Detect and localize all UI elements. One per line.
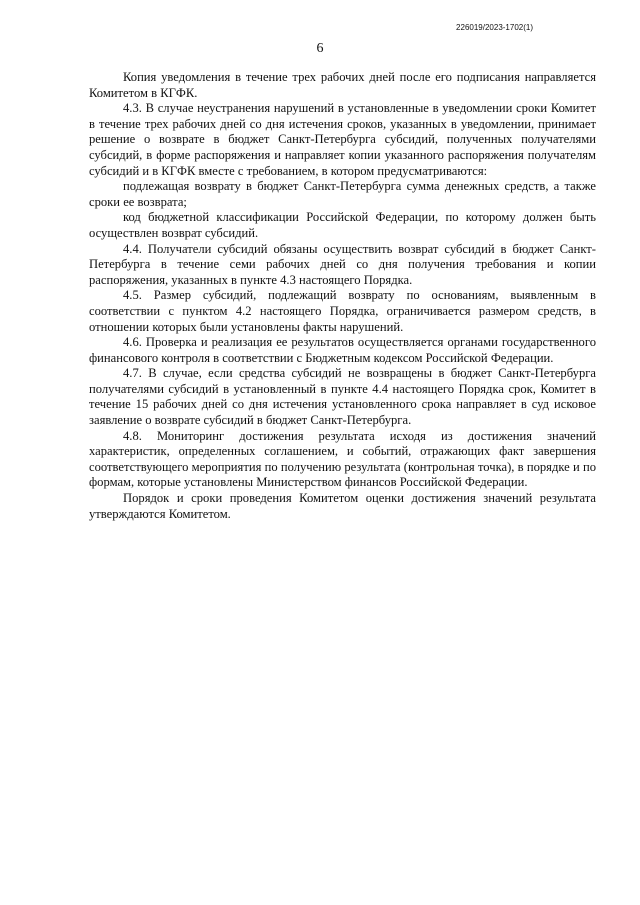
paragraph-evaluation-order: Порядок и сроки проведения Комитетом оценки достижения значений результата утверждаются Комитетом. (89, 491, 596, 521)
paragraph-budget-code: код бюджетной классификации Российской Федерации, по которому должен быть осуществлен возврат субсидий. (89, 210, 596, 240)
paragraph-notice-copy: Копия уведомления в течение трех рабочих дней после его подписания направляется Комитетом в КГФК. (89, 70, 596, 100)
paragraph-refund-amount: подлежащая возврату в бюджет Санкт-Петербурга сумма денежных средств, а также сроки ее возврата; (89, 179, 596, 209)
paragraph-4-8: 4.8. Мониторинг достижения результата исходя из достижения значений характеристик, определенных соглашением, и событий, отражающих факт завершения соответствующего мероприятия по получению результата (контрольная точка), в порядке и по формам, которые установлены Министерством финансов Российской Федерации. (89, 428, 596, 490)
document-body (89, 70, 596, 522)
paragraph-4-6: 4.6. Проверка и реализация ее результатов осуществляется органами государственного финансового контроля в соответствии с Бюджетным кодексом Российской Федерации. (89, 335, 596, 365)
document-number: 226019/2023-1702(1) (456, 23, 533, 32)
page-number: 6 (316, 41, 324, 56)
paragraph-4-7: 4.7. В случае, если средства субсидий не возвращены в бюджет Санкт-Петербурга получателями субсидий в установленный в пункте 4.4 настоящего Порядка срок, Комитет в течение 15 рабочих дней со дня истечения установленного срока направляет в суд исковое заявление о возврате субсидий в бюджет Санкт-Петербурга. (89, 366, 596, 428)
paragraph-4-4: 4.4. Получатели субсидий обязаны осуществить возврат субсидий в бюджет Санкт-Петербурга в течение семи рабочих дней со дня получения требования и копии распоряжения, указанных в пункте 4.3 настоящего Порядка. (89, 241, 596, 287)
paragraph-4-5: 4.5. Размер субсидий, подлежащий возврату по основаниям, выявленным в соответствии с пунктом 4.2 настоящего Порядка, ограничивается размером средств, в отношении которых были установлены факты нарушений. (89, 288, 596, 334)
paragraph-4-3: 4.3. В случае неустранения нарушений в установленные в уведомлении сроки Комитет в течение трех рабочих дней со дня истечения сроков, указанных в уведомлении, принимает решение о возврате в бюджет Санкт-Петербурга субсидий, полученных получателями субсидий, в форме распоряжения и направляет копии указанного распоряжения получателям субсидий и в КГФК вместе с требованием, в котором предусматриваются: (89, 101, 596, 178)
